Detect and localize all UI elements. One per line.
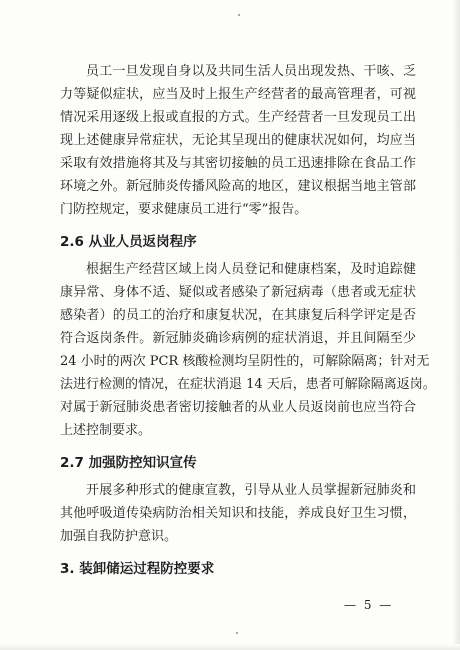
paragraph-line: 环境之外。新冠肺炎传播风险高的地区，建议根据当地主管部	[60, 179, 416, 194]
paragraph-line: 力等疑似症状，应当及时上报生产经营者的最高管理者，可视	[60, 87, 416, 102]
scan-edge-shadow-bottom	[0, 644, 460, 650]
scan-speck	[236, 632, 238, 634]
paragraph-line: 感染者）的员工的治疗和康复状况，在其康复后科学评定是否	[60, 308, 416, 323]
scan-speck	[238, 14, 240, 16]
paragraph-line: 上述控制要求。	[60, 423, 152, 438]
paragraph-line: 采取有效措施将其及与其密切接触的员工迅速排除在食品工作	[60, 156, 416, 171]
section-heading-2-7: 2.7 加强防控知识宣传	[60, 455, 197, 471]
paragraph-line: 24 小时的两次 PCR 核酸检测均呈阴性的，可解除隔离；针对无	[60, 354, 430, 369]
paragraph-line: 符合返岗条件。新冠肺炎确诊病例的症状消退，并且间隔至少	[60, 331, 416, 346]
paragraph-knowledge-promotion	[60, 479, 416, 548]
paragraph-line: 门防控规定，要求健康员工进行“零”报告。	[60, 202, 308, 217]
paragraph-line: 法进行检测的情况，在症状消退 14 天后，患者可解除隔离返岗。	[60, 377, 436, 392]
section-heading-3: 3. 装卸储运过程防控要求	[60, 561, 215, 577]
paragraph-return-to-work	[60, 258, 436, 442]
section-heading-2-6: 2.6 从业人员返岗程序	[60, 234, 197, 250]
paragraph-line: 根据生产经营区域上岗人员登记和健康档案，及时追踪健	[86, 262, 416, 277]
paragraph-line: 对属于新冠肺炎患者密切接触者的从业人员返岗前也应当符合	[60, 400, 416, 415]
paragraph-line: 员工一旦发现自身以及共同生活人员出现发热、干咳、乏	[86, 64, 416, 79]
paragraph-line: 加强自我防护意识。	[60, 529, 178, 544]
scan-edge-shadow	[452, 0, 460, 650]
paragraph-line: 开展多种形式的健康宣教，引导从业人员掌握新冠肺炎和	[86, 483, 416, 498]
page-number: — 5 —	[344, 598, 394, 612]
paragraph-employee-reporting	[60, 60, 416, 221]
paragraph-line: 情况采用逐级上报或直报的方式。生产经营者一旦发现员工出	[60, 110, 416, 125]
paragraph-line: 现上述健康异常症状，无论其呈现出的健康状况如何，均应当	[60, 133, 416, 148]
document-body	[60, 60, 436, 585]
paragraph-line: 康异常、身体不适、疑似或者感染了新冠病毒（患者或无症状	[60, 285, 416, 300]
paragraph-line: 其他呼吸道传染病防治相关知识和技能，养成良好卫生习惯，	[60, 506, 416, 521]
